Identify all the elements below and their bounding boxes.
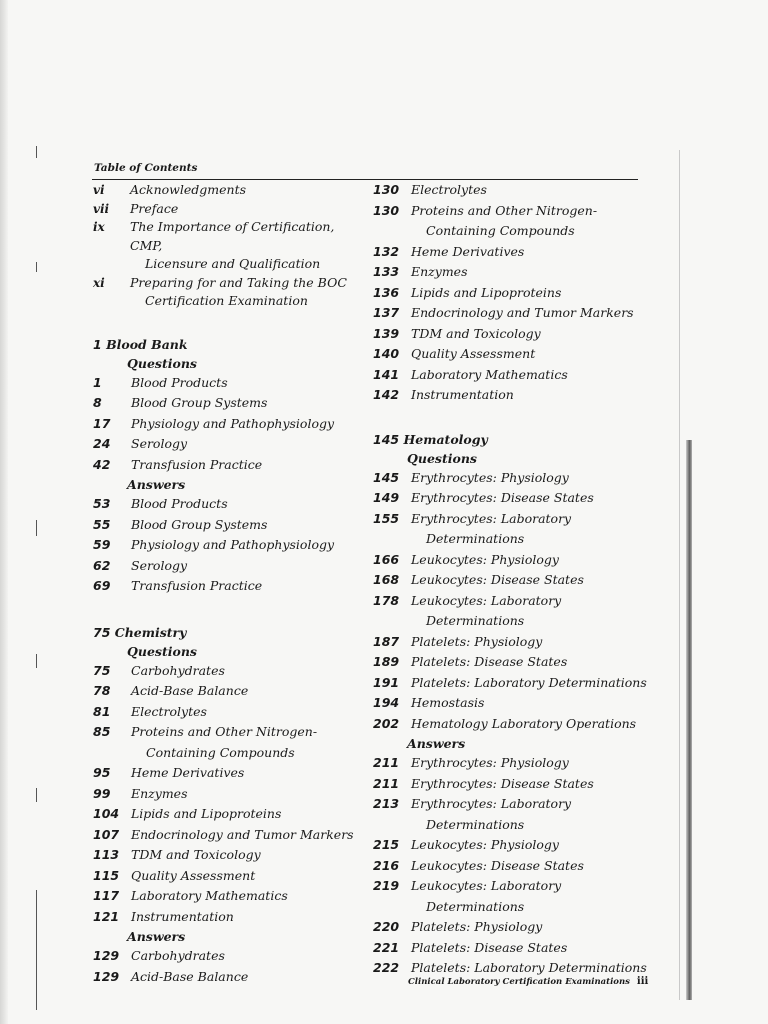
toc-entry-title [93, 494, 363, 515]
toc-entry [373, 180, 673, 201]
toc-entry-page: 221 [373, 939, 400, 955]
toc-entry-title-continuation: Determinations [426, 531, 525, 546]
footer-page-number: iii [636, 976, 649, 987]
binding-mark [36, 262, 37, 272]
toc-entry-title-continuation: Containing Compounds [146, 744, 295, 760]
toc-entry-title [373, 570, 673, 591]
toc-entry-title [93, 274, 363, 311]
toc-entry-title [373, 591, 673, 632]
toc-entry-title-line: Enzymes [411, 264, 468, 279]
toc-entry-title [373, 632, 673, 653]
toc-entry-page: 149 [373, 490, 400, 505]
toc-entry-title [93, 455, 363, 476]
hematology-questions-list [373, 468, 673, 735]
toc-entry-page: 145 [373, 469, 400, 485]
toc-entry-title-line: TDM and Toxicology [131, 847, 261, 862]
toc-entry-title-line: Lipids and Lipoproteins [131, 806, 282, 821]
toc-entry [93, 845, 363, 866]
front-matter-list [93, 181, 363, 311]
toc-entry [373, 774, 673, 795]
toc-entry-page: 213 [373, 796, 400, 811]
toc-entry-title [93, 200, 363, 219]
toc-entry-page: 59 [93, 537, 111, 552]
toc-entry-title-line: Heme Derivatives [411, 243, 525, 259]
binding-mark [36, 890, 37, 1010]
toc-entry-title-line: Preparing for and Taking the BOC [130, 274, 347, 290]
section-chemistry: 75 Chemistry [93, 624, 187, 640]
toc-entry-page: 191 [373, 674, 400, 690]
toc-entry-page: 17 [93, 415, 111, 431]
toc-entry-title [93, 907, 363, 928]
toc-entry [93, 414, 363, 435]
toc-entry [93, 218, 363, 274]
toc-entry-title [373, 262, 673, 283]
toc-entry-title-line: Endocrinology and Tumor Markers [411, 305, 634, 320]
page-footer [408, 976, 648, 987]
toc-entry [93, 393, 363, 414]
toc-entry-page: 141 [373, 366, 400, 382]
toc-entry-title [93, 414, 363, 435]
toc-entry [93, 515, 363, 536]
toc-entry-title-line: Serology [131, 436, 188, 451]
right-column [373, 180, 673, 979]
toc-entry-title-line: Acid-Base Balance [131, 968, 249, 984]
toc-entry [373, 242, 673, 263]
toc-entry-page: 75 [93, 662, 111, 678]
toc-entry-title-line: Erythrocytes: Laboratory [411, 510, 572, 526]
toc-entry-title [93, 434, 363, 455]
toc-entry-page: 187 [373, 633, 400, 649]
toc-entry-title-continuation: Certification Examination [145, 293, 308, 308]
toc-entry-title [93, 886, 363, 907]
toc-entry-title [93, 702, 363, 723]
toc-entry-title [373, 303, 673, 324]
toc-entry-page: 8 [93, 395, 102, 410]
toc-entry [373, 794, 673, 835]
toc-entry-title-line: Quality Assessment [411, 346, 536, 361]
toc-entry [93, 784, 363, 805]
toc-entry-title [373, 794, 673, 835]
toc-entry-title [93, 763, 363, 784]
toc-entry-title [93, 804, 363, 825]
toc-entry-title [373, 385, 673, 406]
toc-entry-title-line: Platelets: Disease States [411, 654, 568, 669]
toc-entry [373, 262, 673, 283]
toc-entry [93, 804, 363, 825]
toc-entry [373, 714, 673, 735]
toc-entry [373, 673, 673, 694]
toc-entry-title-line: Instrumentation [411, 387, 514, 402]
page-gutter-line [679, 150, 680, 1000]
left-column [93, 181, 363, 987]
toc-entry-title [373, 324, 673, 345]
toc-entry-title-line: Erythrocytes: Physiology [411, 755, 569, 770]
toc-entry-title-line: Platelets: Disease States [411, 939, 568, 955]
toc-header: Table of Contents [94, 162, 198, 174]
toc-entry-title-continuation: Licensure and Qualification [145, 256, 321, 271]
toc-entry-page: 166 [373, 551, 400, 567]
toc-entry-title-line: Instrumentation [131, 908, 234, 924]
toc-entry-title [373, 344, 673, 365]
toc-entry [93, 907, 363, 928]
toc-entry-title-line: Serology [131, 557, 188, 573]
toc-entry-title [373, 673, 673, 694]
toc-entry-page: 78 [93, 683, 111, 698]
toc-entry-title-line: TDM and Toxicology [411, 325, 541, 341]
toc-entry-title [373, 835, 673, 856]
toc-entry-page: 136 [373, 284, 400, 300]
toc-entry-title-line: Laboratory Mathematics [131, 888, 288, 903]
toc-entry-page: 137 [373, 305, 400, 320]
toc-entry-title [373, 856, 673, 877]
toc-entry-title [93, 373, 363, 394]
toc-entry [373, 753, 673, 774]
toc-entry-title [93, 845, 363, 866]
toc-entry-page: vii [93, 201, 110, 216]
toc-entry-title [373, 714, 673, 735]
toc-entry-page: 95 [93, 765, 111, 780]
toc-entry-page: xi [93, 275, 105, 290]
toc-entry [93, 722, 363, 763]
toc-entry-title-line: Leukocytes: Disease States [411, 857, 584, 873]
toc-entry-page: 129 [93, 948, 120, 963]
toc-entry-title [373, 365, 673, 386]
toc-entry-page: 62 [93, 557, 111, 573]
toc-entry [373, 917, 673, 938]
toc-entry-title-line: Blood Group Systems [131, 395, 268, 410]
toc-entry-title-line: Electrolytes [411, 182, 487, 197]
footer-book-title: Clinical Laboratory Certification Examinations [408, 977, 630, 987]
toc-entry [373, 201, 673, 242]
toc-entry-title [373, 468, 673, 489]
toc-entry-title-continuation: Determinations [426, 898, 525, 914]
toc-entry-title-line: Acknowledgments [130, 182, 247, 197]
toc-entry-title [93, 535, 363, 556]
toc-entry [93, 576, 363, 597]
toc-entry [93, 661, 363, 682]
toc-entry [373, 835, 673, 856]
toc-entry-title-continuation: Containing Compounds [426, 223, 575, 238]
toc-entry-title [373, 201, 673, 242]
toc-entry-title-line: Platelets: Physiology [411, 919, 543, 934]
toc-entry-page: 81 [93, 703, 111, 719]
toc-entry-page: 99 [93, 785, 111, 801]
toc-entry-title [373, 917, 673, 938]
toc-entry [373, 856, 673, 877]
toc-entry [93, 434, 363, 455]
toc-entry [373, 324, 673, 345]
toc-entry-title [93, 556, 363, 577]
toc-entry-title-line: Erythrocytes: Disease States [411, 490, 594, 505]
toc-entry-page: 85 [93, 724, 111, 739]
toc-entry-page: 216 [373, 857, 400, 873]
toc-entry-page: 129 [93, 968, 120, 984]
toc-entry-title [93, 218, 363, 274]
toc-entry [93, 763, 363, 784]
toc-entry-page: 132 [373, 243, 400, 259]
toc-entry-title-line: Leukocytes: Physiology [411, 837, 559, 852]
chemistry-answers-continued-list [373, 180, 673, 406]
toc-entry [93, 825, 363, 846]
binding-mark [36, 654, 37, 668]
chemistry-answers-list [93, 946, 363, 987]
toc-entry-page: 53 [93, 496, 111, 511]
toc-entry-title-continuation: Determinations [426, 816, 525, 832]
toc-entry [93, 556, 363, 577]
hematology-answers-list [373, 753, 673, 979]
toc-entry [93, 866, 363, 887]
toc-entry [93, 181, 363, 200]
toc-entry [373, 570, 673, 591]
toc-entry [93, 681, 363, 702]
toc-entry-title [93, 515, 363, 536]
toc-entry-title-line: Quality Assessment [131, 867, 256, 883]
toc-entry-page: 107 [93, 826, 120, 842]
chemistry-questions-heading: Questions [127, 643, 197, 659]
toc-entry-page: 121 [93, 908, 120, 924]
toc-entry-title-line: Leukocytes: Laboratory [411, 592, 562, 608]
toc-entry-title-line: Erythrocytes: Disease States [411, 775, 594, 791]
toc-entry-page: 155 [373, 510, 400, 526]
toc-entry [373, 488, 673, 509]
toc-entry [373, 283, 673, 304]
binding-mark [36, 788, 37, 802]
toc-entry-title-line: Transfusion Practice [131, 456, 263, 472]
chemistry-questions-list [93, 661, 363, 928]
toc-entry [373, 468, 673, 489]
toc-entry-page: 211 [373, 775, 400, 791]
toc-entry-page: 1 [93, 374, 102, 390]
toc-entry-title-line: Lipids and Lipoproteins [411, 284, 562, 300]
toc-entry-title-line: Physiology and Pathophysiology [131, 537, 335, 552]
blood-bank-questions-heading: Questions [127, 355, 197, 371]
toc-entry [373, 652, 673, 673]
toc-entry-page: 202 [373, 715, 400, 731]
toc-entry-title-line: Proteins and Other Nitrogen- [411, 202, 598, 218]
toc-entry-title-line: Blood Group Systems [131, 516, 268, 532]
blood-bank-answers-heading: Answers [127, 477, 186, 492]
blood-bank-questions-list [93, 373, 363, 476]
toc-entry-title [373, 509, 673, 550]
toc-entry-title-line: Preface [130, 200, 179, 216]
page-edge-shadow [0, 0, 8, 1024]
toc-entry [373, 876, 673, 917]
toc-entry-title [93, 681, 363, 702]
toc-entry-title-line: Blood Products [131, 496, 228, 511]
toc-entry-page: ix [93, 220, 105, 234]
toc-entry-page: 113 [93, 847, 120, 862]
toc-entry-page: 168 [373, 572, 400, 587]
chemistry-answers-heading: Answers [127, 929, 186, 944]
toc-entry-title-line: Platelets: Physiology [411, 633, 543, 649]
toc-entry [93, 886, 363, 907]
toc-entry-page: 178 [373, 592, 400, 608]
toc-entry-title-line: Leukocytes: Laboratory [411, 878, 562, 893]
toc-entry-title [93, 967, 363, 988]
toc-entry-page: 117 [93, 888, 120, 903]
toc-entry-title-line: Heme Derivatives [131, 765, 245, 780]
toc-entry-title-line: Leukocytes: Physiology [411, 551, 559, 567]
toc-entry-title-line: Hemostasis [411, 695, 485, 710]
toc-entry-title-line: Physiology and Pathophysiology [131, 415, 335, 431]
toc-entry-title-line: Platelets: Laboratory Determinations [411, 960, 647, 975]
toc-entry-title [373, 242, 673, 263]
toc-entry-title [373, 938, 673, 959]
toc-entry-title [373, 876, 673, 917]
toc-entry-title-line: Carbohydrates [131, 662, 225, 678]
toc-entry-title [93, 661, 363, 682]
toc-entry-title [373, 774, 673, 795]
toc-entry [93, 373, 363, 394]
toc-entry-title [373, 488, 673, 509]
toc-entry [93, 455, 363, 476]
toc-entry-title-line: Electrolytes [131, 703, 207, 719]
toc-entry-title [373, 180, 673, 201]
toc-entry-title-line: Erythrocytes: Physiology [411, 469, 569, 485]
toc-entry [373, 344, 673, 365]
toc-entry-title-line: Transfusion Practice [131, 578, 263, 593]
toc-entry-title [93, 784, 363, 805]
toc-entry [373, 632, 673, 653]
toc-entry-page: 42 [93, 456, 111, 472]
binding-mark [36, 146, 37, 158]
hematology-answers-heading: Answers [407, 736, 466, 751]
toc-entry [93, 702, 363, 723]
toc-entry-title-line: Enzymes [131, 785, 188, 801]
toc-entry-title-line: Endocrinology and Tumor Markers [131, 826, 354, 842]
toc-entry-page: 133 [373, 264, 400, 279]
toc-entry-page: 130 [373, 202, 400, 218]
toc-entry-title-line: Hematology Laboratory Operations [411, 715, 637, 731]
section-hematology: 145 Hematology [373, 431, 488, 447]
hematology-questions-heading: Questions [407, 450, 477, 466]
toc-entry-page: 194 [373, 695, 400, 710]
toc-entry-title-line: Erythrocytes: Laboratory [411, 796, 572, 811]
toc-entry-page: 104 [93, 806, 120, 821]
page-spine-shadow [686, 440, 692, 1000]
toc-entry [93, 200, 363, 219]
toc-entry-title [93, 946, 363, 967]
toc-entry [373, 303, 673, 324]
toc-entry-title [93, 393, 363, 414]
toc-entry-page: 211 [373, 755, 400, 770]
toc-entry-page: 222 [373, 960, 400, 975]
toc-entry-title [373, 550, 673, 571]
section-blood-bank: 1 Blood Bank [93, 336, 188, 352]
toc-entry [93, 274, 363, 311]
toc-entry-title [373, 753, 673, 774]
toc-entry-title-line: Proteins and Other Nitrogen- [131, 724, 318, 739]
blood-bank-answers-list [93, 494, 363, 597]
toc-entry-title [373, 693, 673, 714]
toc-entry-title [373, 283, 673, 304]
toc-entry-page: 24 [93, 436, 111, 451]
toc-entry [373, 385, 673, 406]
toc-entry [93, 535, 363, 556]
toc-entry [373, 550, 673, 571]
toc-entry-title-line: Blood Products [131, 374, 228, 390]
toc-entry-title [373, 652, 673, 673]
toc-entry-page: 140 [373, 346, 400, 361]
toc-entry-title-line: The Importance of Certification, CMP, [130, 219, 335, 253]
toc-entry [373, 509, 673, 550]
toc-entry [93, 494, 363, 515]
toc-entry [93, 946, 363, 967]
toc-entry-page: 139 [373, 325, 400, 341]
toc-entry-page: 215 [373, 837, 400, 852]
toc-entry [373, 591, 673, 632]
toc-entry-page: vi [93, 183, 105, 197]
toc-entry-title-line: Carbohydrates [131, 948, 225, 963]
toc-entry-page: 115 [93, 867, 120, 883]
toc-entry-page: 189 [373, 654, 400, 669]
toc-entry-title [93, 576, 363, 597]
binding-mark [36, 520, 37, 536]
toc-entry-title-line: Leukocytes: Disease States [411, 572, 584, 587]
toc-entry-title-line: Laboratory Mathematics [411, 366, 568, 382]
toc-entry-title [93, 722, 363, 763]
toc-entry-title-line: Platelets: Laboratory Determinations [411, 674, 647, 690]
toc-entry [93, 967, 363, 988]
toc-entry-title-line: Acid-Base Balance [131, 683, 249, 698]
toc-entry [373, 365, 673, 386]
toc-entry-page: 69 [93, 578, 111, 593]
toc-entry [373, 938, 673, 959]
toc-entry-page: 142 [373, 387, 400, 402]
toc-entry-title [93, 866, 363, 887]
toc-entry-page: 220 [373, 919, 400, 934]
toc-entry-page: 130 [373, 182, 400, 197]
toc-entry-title [93, 825, 363, 846]
toc-entry-page: 55 [93, 516, 111, 532]
toc-entry-page: 219 [373, 878, 400, 893]
toc-entry-title [93, 181, 363, 200]
toc-entry-title-continuation: Determinations [426, 613, 525, 628]
toc-entry [373, 693, 673, 714]
